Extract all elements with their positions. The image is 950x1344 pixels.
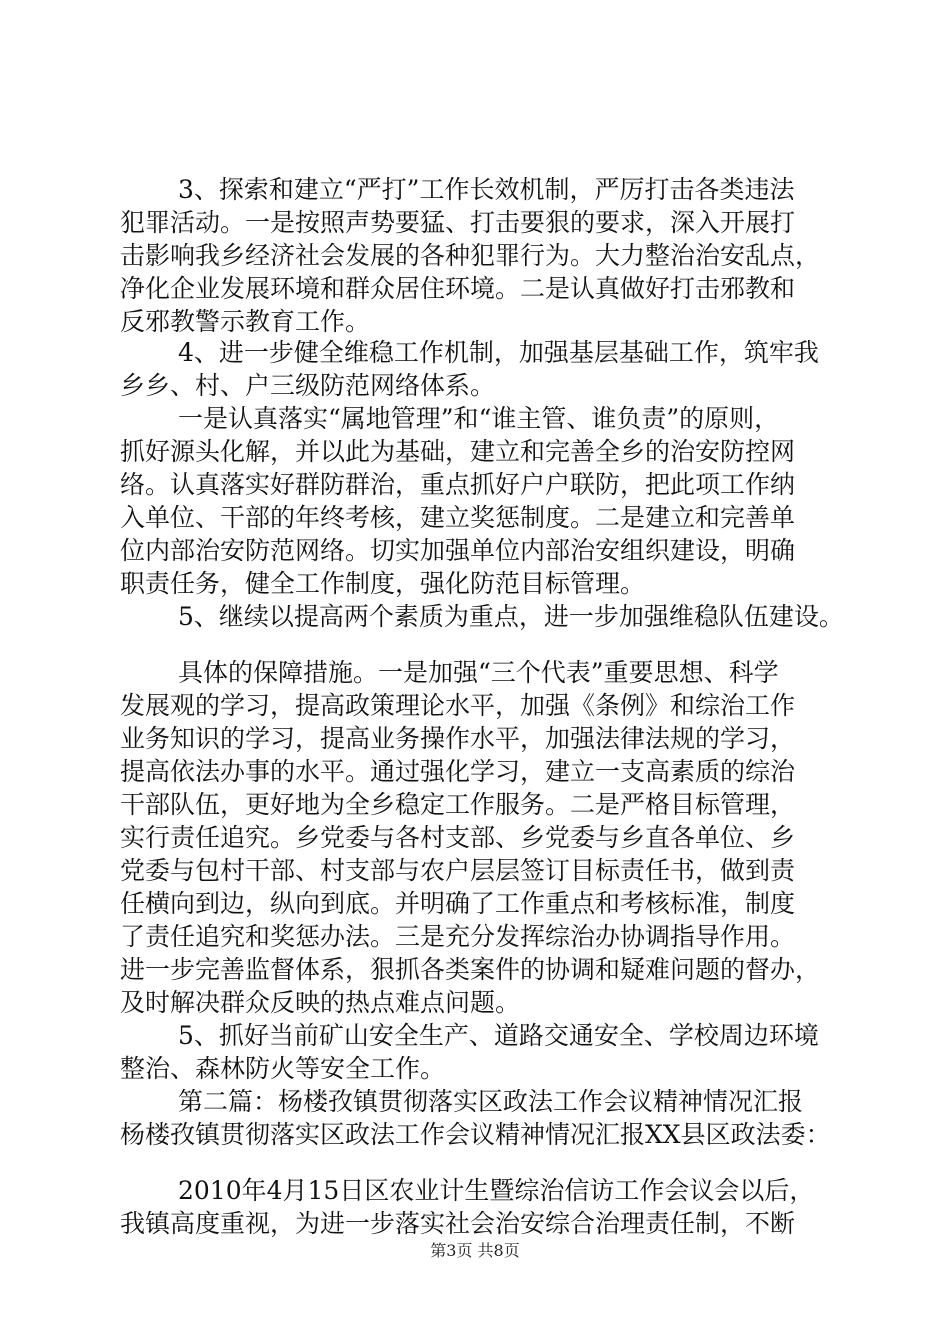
- section-heading: 第二篇：杨楼孜镇贯彻落实区政法工作会议精神情况汇报: [178, 1087, 804, 1116]
- text-line: 5、抓好当前矿山安全生产、道路交通安全、学校周边环境: [178, 1021, 819, 1050]
- text-line: 发展观的学习，提高政策理论水平，加强《条例》和综治工作: [120, 691, 796, 720]
- text-line: 了责任追究和奖惩办法。三是充分发挥综治办协调指导作用。: [120, 922, 796, 951]
- text-line: 入单位、干部的年终考核，建立奖惩制度。二是建立和完善单: [120, 503, 796, 532]
- text-line: 我镇高度重视，为进一步落实社会治安综合治理责任制，不断: [120, 1209, 796, 1238]
- text-line: 提高依法办事的水平。通过强化学习，建立一支高素质的综治: [120, 757, 796, 786]
- text-line: 干部队伍，更好地为全乡稳定工作服务。二是严格目标管理，: [120, 790, 796, 819]
- text-line: 5、继续以提高两个素质为重点，进一步加强维稳队伍建设。: [178, 602, 844, 631]
- text-line: 犯罪活动。一是按照声势要猛、打击要狠的要求，深入开展打: [120, 208, 796, 237]
- text-line: 反邪教警示教育工作。: [120, 307, 371, 336]
- text-line: 进一步完善监督体系，狠抓各类案件的协调和疑难问题的督办，: [120, 955, 821, 984]
- text-line: 党委与包村干部、村支部与农户层层签订目标责任书，做到责: [120, 856, 796, 885]
- text-line: 任横向到边，纵向到底。并明确了工作重点和考核标准，制度: [120, 889, 796, 918]
- text-line: 净化企业发展环境和群众居住环境。二是认真做好打击邪教和: [120, 274, 796, 303]
- text-line: 2010年4月15日区农业计生暨综治信访工作会议会以后，: [178, 1176, 815, 1205]
- text-line: 整治、森林防火等安全工作。: [120, 1054, 446, 1083]
- text-line: 位内部治安防范网络。切实加强单位内部治安组织建设，明确: [120, 536, 796, 565]
- text-line: 4、进一步健全维稳工作机制，加强基层基础工作，筑牢我: [178, 338, 819, 367]
- text-line: 业务知识的学习，提高业务操作水平，加强法律法规的学习，: [120, 724, 796, 753]
- text-line: 络。认真落实好群防群治，重点抓好户户联防，把此项工作纳: [120, 470, 796, 499]
- text-line: 实行责任追究。乡党委与各村支部、乡党委与乡直各单位、乡: [120, 823, 796, 852]
- text-line: 击影响我乡经济社会发展的各种犯罪行为。大力整治治安乱点，: [120, 241, 821, 270]
- text-line: 抓好源头化解，并以此为基础，建立和完善全乡的治安防控网: [120, 437, 796, 466]
- text-line: 杨楼孜镇贯彻落实区政法工作会议精神情况汇报XX县区政法委：: [120, 1120, 831, 1149]
- text-line: 职责任务，健全工作制度，强化防范目标管理。: [120, 569, 646, 598]
- text-line: 及时解决群众反映的热点难点问题。: [120, 988, 521, 1017]
- text-line: 一是认真落实“属地管理”和“谁主管、谁负责”的原则，: [178, 404, 780, 433]
- text-line: 具体的保障措施。一是加强“三个代表”重要思想、科学: [178, 658, 779, 687]
- text-line: 3、探索和建立“严打”工作长效机制，严厉打击各类违法: [178, 175, 795, 204]
- text-line: 乡乡、村、户三级防范网络体系。: [120, 371, 496, 400]
- page-footer: 第3页 共8页: [430, 1241, 520, 1260]
